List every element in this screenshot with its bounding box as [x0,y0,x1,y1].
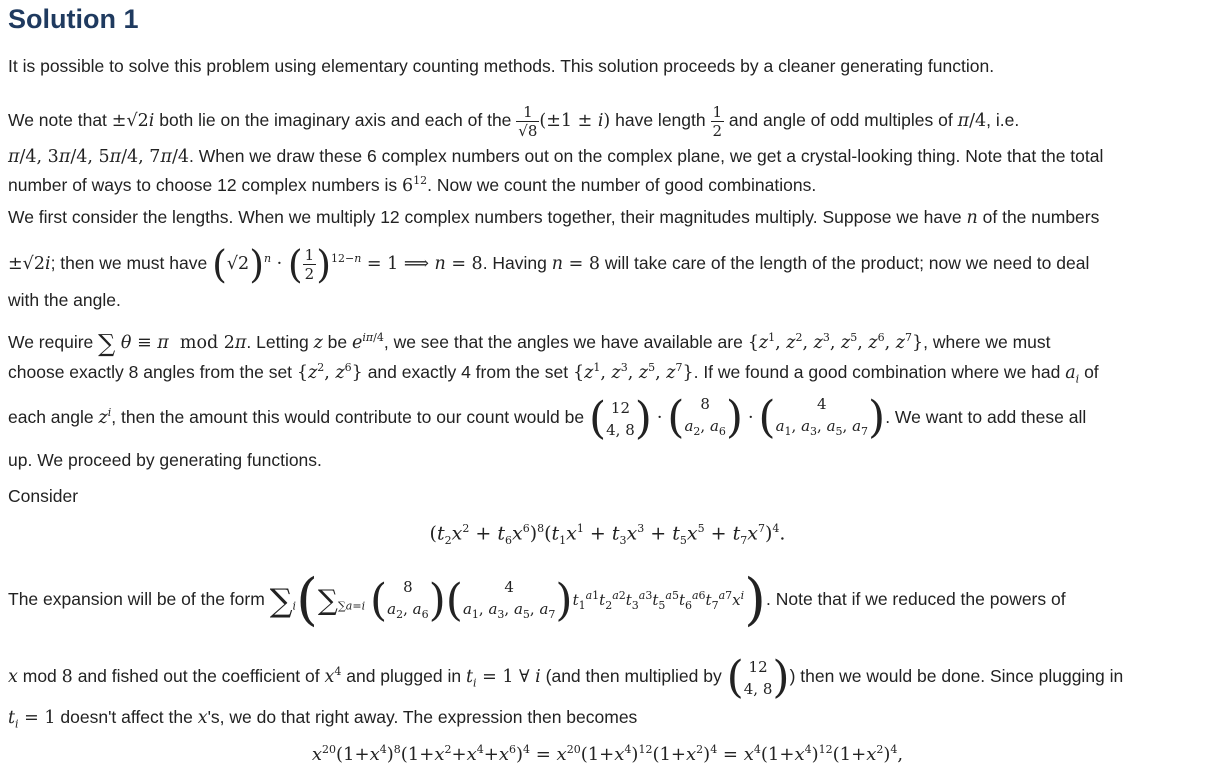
text-segment: and angle of odd multiples of [728,110,953,131]
text-segment: (and then multiplied by [545,665,722,686]
text-segment: We require [8,331,94,352]
text-segment: , we see that the angles we have available are [383,331,743,352]
text-segment: We note that [8,110,107,131]
paragraph-intro: It is possible to solve this problem using elementary counting methods. This solution proceeds by a cleaner generating function. [8,56,995,76]
text-segment: . Note that if we reduced the powers of [765,589,1066,609]
text-segment: and exactly 4 from the set [367,361,569,382]
binomial: ( 12 4, 8) [726,651,790,703]
binomial: ( 4 $a_1$, $a_3$, $a_5$, $a_7$) [758,392,886,444]
paragraph-length-condition: ±√2i; then we must have $(√2)^n$ · ( $\frac{1}{2}$ )$^{12-n}$ = 1 ⟹ n = 8. Having n = 8 will take care of the length of the product; now we need to deal [8,242,1090,287]
text-segment: The expansion will be of the form [8,589,265,609]
text-segment: have length [615,110,706,131]
equation-generating: $(t_2x^2 + t_6x^6)^8(t_1x^1 + t_3x^3 + t_5x^5 + t_7x^7)^4$. [429,522,786,548]
fraction: $\frac{1}{2}$ [304,246,315,283]
paragraph-plugging: $t_i = 1$ doesn't affect the x's, we do that right away. The expression then becomes [8,707,638,731]
paragraph-total: number of ways to choose 12 complex numbers is $6^{12}$. Now we count the number of good combinations. [8,174,817,196]
text-segment: . When we draw these 6 complex numbers out on the complex plane, we get a crystal-looking thing. Note that the total [188,146,1104,166]
text-segment: of [1084,361,1099,382]
paragraph-angle-intro: with the angle. [8,290,121,310]
text-segment: doesn't affect the [60,707,193,727]
text-segment: choose exactly 8 angles from the set [8,361,293,382]
text-segment: , where we must [923,331,1051,352]
binomial: ( 12 4, 8) [588,393,652,445]
paragraph-proceed: up. We proceed by generating functions. [8,450,322,470]
paragraph-consider: Consider [8,486,79,506]
binomial: ( 4 $a_1$, $a_3$, $a_5$, $a_7$) [445,575,573,627]
equation-final: $x^{20}(1+x^4)^8(1+x^2+x^4+x^6)^4 = x^{20}(1+x^4)^{12}(1+x^2)^4 = x^4(1+x^4)^{12}(1+x^2)^4$, [311,743,904,765]
text-segment: number of ways to choose 12 complex numbers is [8,174,398,195]
text-segment: We first consider the lengths. When we multiply 12 complex numbers together, their magnitudes multiply. Suppose we have [8,207,962,227]
fraction: $\frac{1}{√8}$ [518,103,538,140]
text-segment: ; then we must have [50,253,208,274]
text-segment: and plugged in [346,665,462,686]
text-segment: of the numbers [982,207,1100,227]
text-segment: . Having [482,253,547,274]
text-segment: , i.e. [986,110,1020,131]
binomial: ( 8 $a_2$, $a_6$) [369,575,446,627]
text-segment: each angle [8,406,94,427]
text-segment: 's, we do that right away. The expression then becomes [207,707,638,727]
text-segment: both lie on the imaginary axis and each of the [159,110,512,131]
paragraph-choose: choose exactly 8 angles from the set {$z^2$, $z^6$} and exactly 4 from the set {$z^1$, $z^3$, $z^5$, $z^7$}. If we found a good combination where we had $a_i$ of [8,361,1099,386]
paragraph-reduce: x mod 8 and fished out the coefficient of $x^4$ and plugged in $t_i = 1$ ∀ i (and then multiplied by ( 12 4, 8)) then we would be done. Since plugging in [8,651,1124,703]
text-segment: . We want to add these all [885,406,1087,427]
text-segment: be [327,331,348,352]
solution-heading: Solution 1 [8,4,139,34]
text-segment: will take care of the length of the product; now we need to deal [604,253,1090,274]
text-segment: . Letting [246,331,309,352]
text-segment: . If we found a good combination where we had [693,361,1061,382]
paragraph-require: We require ∑ θ ≡ π mod 2π. Letting z be $e^{i\pi/4}$, we see that the angles we have available are {$z^1$, $z^2$, $z^3$, $z^5$, $z^6$, $z^7$}, where we must [8,329,1051,358]
paragraph-roots: We note that ±√2i both lie on the imaginary axis and each of the $\frac{1}{√8}$ (±1 ± i) have length $\frac{1}{2}$ and angle of odd multiples of π/4, i.e. [8,103,1020,140]
text-segment: , then the amount this would contribute to our count would be [111,406,585,427]
paragraph-contribution: each angle $z^i$, then the amount this would contribute to our count would be ( 12 4, 8) · ( 8 $a_2$, $a_6$) · ( 4 $a_1$, $a_3$, $a_5$, $a_7$). We want to add these all [8,392,1087,445]
text-segment: mod [22,665,57,686]
text-segment: and fished out the coefficient of [77,665,320,686]
binomial: ( 8 $a_2$, $a_6$) [667,392,744,444]
paragraph-lengths: We first consider the lengths. When we multiply 12 complex numbers together, their magnitudes multiply. Suppose we have n of the numbers [8,207,1100,228]
paragraph-angles: π/4, 3π/4, 5π/4, 7π/4. When we draw these 6 complex numbers out on the complex plane, we get a crystal-looking thing. Note that the total [8,146,1104,167]
paragraph-expansion: The expansion will be of the form $\sum_i(\sum_{\sum a=i}$ ( 8 $a_2$, $a_6$)( 4 $a_1$, $a_3$, $a_5$, $a_7)t_1^{a1}t_2^{a2}t_3^{a3}t_5^{a5}t_6^{a6}t_7^{a7}x^i$). Note that if we reduced the powers of [8,567,1066,633]
text-segment: ) then we would be done. Since plugging in [789,665,1124,686]
fraction: $\frac{1}{2}$ [712,103,723,140]
text-segment: . Now we count the number of good combinations. [427,174,817,195]
